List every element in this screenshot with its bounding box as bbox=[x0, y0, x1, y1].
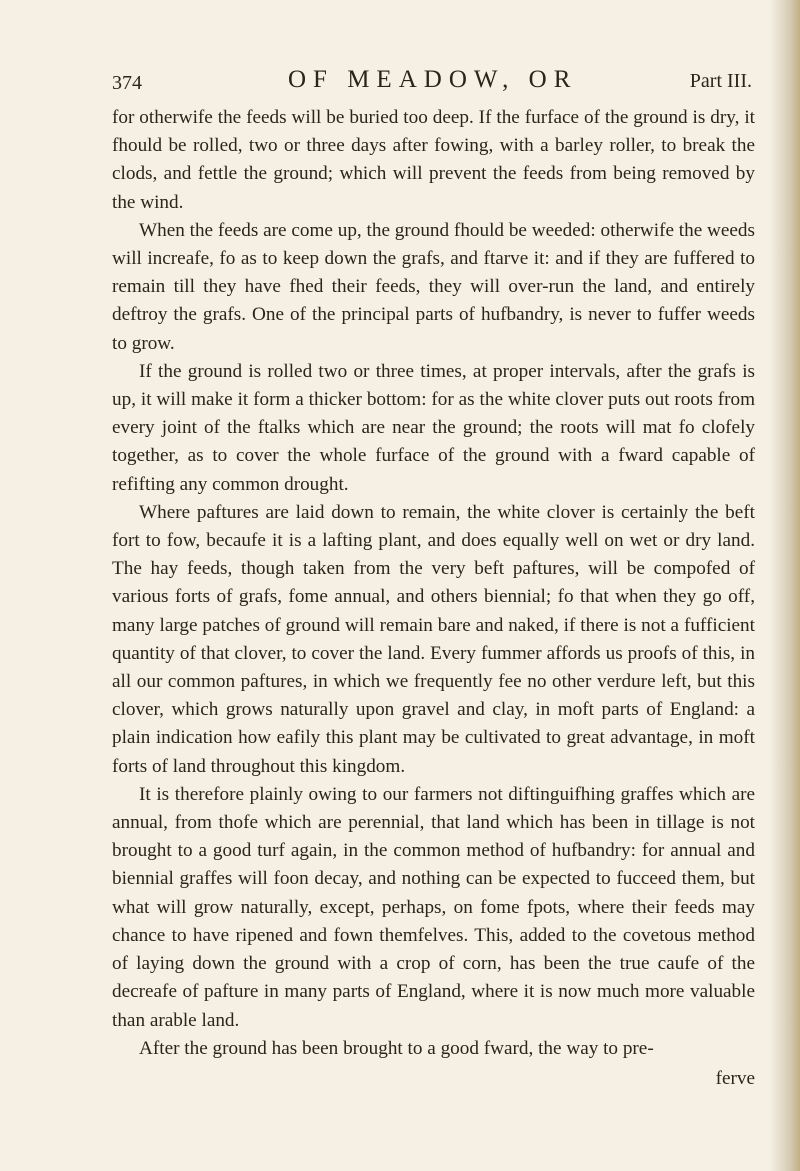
part-label: Part III. bbox=[689, 70, 752, 92]
paragraph: Where paftures are laid down to remain, the white clover is certainly the beft fort to fow, becaufe it is a lafting plant, and does equally well on wet or dry land. The hay feeds, though taken from the very beft paftures, will be compofed of various forts of grafs, fome annual, and others biennial; fo that when they go off, many large patches of ground will remain bare and naked, if there is not a fufficient quantity of that clover, to cover the land. Every fummer affords us proofs of this, in all our common paftures, in which we frequently fee no other verdure left, but this clover, which grows naturally upon gravel and clay, in moft parts of England: a plain indication how eafily this plant may be cultivated to great advantage, in moft forts of land throughout this kingdom. bbox=[112, 501, 755, 777]
page-header bbox=[112, 66, 752, 100]
catchword: ferve bbox=[715, 1068, 755, 1089]
body-text bbox=[112, 104, 755, 1063]
running-title: OF MEADOW, OR bbox=[288, 66, 578, 93]
paragraph: for otherwife the feeds will be buried too deep. If the furface of the ground is dry, it fhould be rolled, two or three days after fowing, with a barley roller, to break the clods, and fettle the ground; which will prevent the feeds from being removed by the wind. bbox=[112, 107, 755, 213]
paragraph: It is therefore plainly owing to our farmers not diftinguifhing graffes which are annual, from thofe which are perennial, that land which has been in tillage is not brought to a good turf again, in the common method of hufbandry: for annual and biennial graffes will foon decay, and nothing can be expected to fucceed them, but what will grow naturally, except, perhaps, on fome fpots, where their feeds may chance to have ripened and fown themfelves. This, added to the covetous method of laying down the ground with a crop of corn, has been the true caufe of the decreafe of pafture in many parts of England, where it is now much more valuable than arable land. bbox=[112, 783, 755, 1031]
paragraph: When the feeds are come up, the ground fhould be weeded: otherwife the weeds will increafe, fo as to keep down the grafs, and ftarve it: and if they are fuffered to remain till they have fhed their feeds, they will over-run the land, and entirely deftroy the grafs. One of the principal parts of hufbandry, is never to fuffer weeds to grow. bbox=[112, 219, 755, 354]
page-number: 374 bbox=[112, 72, 142, 94]
paragraph: If the ground is rolled two or three times, at proper intervals, after the grafs is up, it will make it form a thicker bottom: for as the white clover puts out roots from every joint of the ftalks which are near the ground; the roots will mat fo clofely together, as to cover the whole furface of the ground with a fward capable of refifting any common drought. bbox=[112, 360, 755, 495]
paragraph: After the ground has been brought to a good fward, the way to pre- bbox=[139, 1037, 654, 1059]
